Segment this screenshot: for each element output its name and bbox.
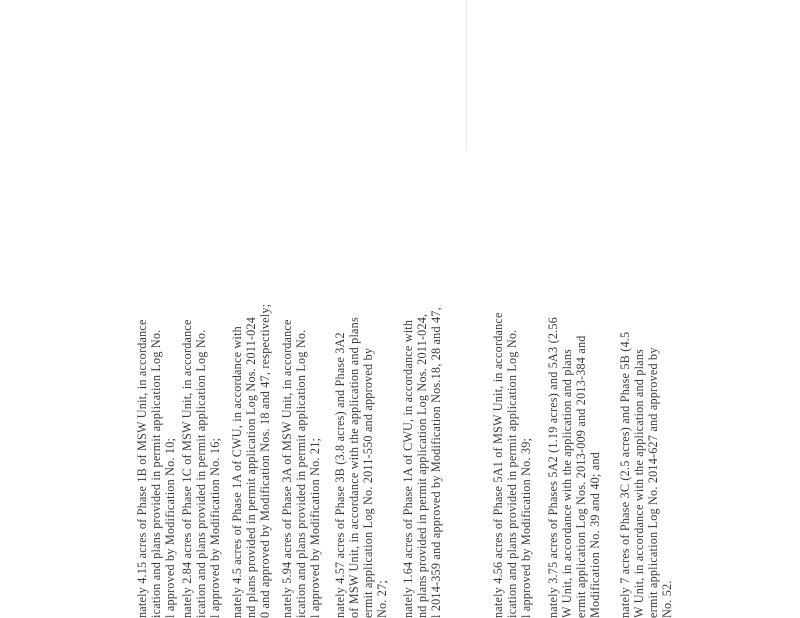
text-line: nately 4.56 acres of Phase 5A1 of MSW Unit, in accordance	[491, 312, 505, 618]
text-line: nately 7 acres of Phase 3C (2.5 acres) and Phase 5B (4.5	[618, 331, 632, 618]
text-line: nately 4.5 acres of Phase 1A of CWU, in accordance with	[230, 326, 244, 618]
text-line: nately 4.15 acres of Phase 1B of MSW Unit, in accordance	[135, 319, 149, 618]
text-line: l approved by Modification No. 16;	[208, 437, 222, 618]
text-line: nately 4.57 acres of Phase 3B (3.8 acres) and Phase 3A2	[333, 332, 347, 618]
paragraph-phase-1a-cwu-2	[401, 138, 443, 618]
text-line: nd plans provided in permit application Log Nos. 2011-024,	[415, 313, 429, 618]
text-line: W Unit, in accordance with the application and plans	[560, 348, 574, 618]
paragraph-phase-1a-cwu	[230, 138, 272, 618]
paragraph-phase-1c	[180, 138, 222, 618]
text-line: nd plans provided in permit application Log Nos. 2011-024	[244, 316, 258, 618]
text-line: No. 27;	[375, 580, 389, 618]
text-line: ermit application Log Nos. 2013-009 and 2013-384 and	[574, 335, 588, 618]
paragraph-phases-3c-5b	[618, 138, 674, 618]
text-line: W Unit, in accordance with the application and plans	[632, 348, 646, 618]
paragraph-phases-5a2-5a3	[546, 138, 602, 618]
text-line: ication and plans provided in permit application Log No.	[194, 329, 208, 618]
text-line: No. 52.	[660, 580, 674, 618]
text-line: l approved by Modification No. 39;	[519, 437, 533, 618]
page-edge-line	[466, 0, 467, 150]
rotated-text-block	[133, 138, 473, 618]
paragraph-phase-3b	[333, 138, 389, 618]
paragraph-phase-1b	[135, 138, 177, 618]
text-line: of MSW Unit, in accordance with the application and plans	[347, 317, 361, 618]
text-line: ication and plans provided in permit application Log No.	[149, 329, 163, 618]
text-line: l 2014-359 and approved by Modification Nos.18, 28 and 47,	[429, 307, 443, 618]
paragraph-phase-5a1	[491, 138, 533, 618]
text-line: nately 5.94 acres of Phase 3A of MSW Unit, in accordance	[280, 319, 294, 618]
text-line: Modification No. 39 and 40; and	[588, 452, 602, 618]
rotated-text-block-2	[489, 138, 689, 618]
text-line: ication and plans provided in permit application Log No.	[505, 329, 519, 618]
text-line: ermit application Log No. 2014-627 and approved by	[646, 347, 660, 618]
text-line: ermit application Log No. 2011-550 and approved by	[361, 347, 375, 618]
text-line: ication and plans provided in permit application Log No.	[294, 329, 308, 618]
text-line: nately 1.64 acres of Phase 1A of CWU, in accordance with	[401, 319, 415, 618]
text-line: l approved by Modification No. 21;	[308, 437, 322, 618]
text-line: nately 2.84 acres of Phase 1C of MSW Unit, in accordance	[180, 319, 194, 618]
text-line: l approved by Modification No. 10;	[163, 437, 177, 618]
text-line: nately 3.75 acres of Phases 5A2 (1.19 acres) and 5A3 (2.56	[546, 317, 560, 618]
paragraph-phase-3a	[280, 138, 322, 618]
text-line: 0 and approved by Modification Nos. 18 and 47, respectively;	[258, 303, 272, 618]
